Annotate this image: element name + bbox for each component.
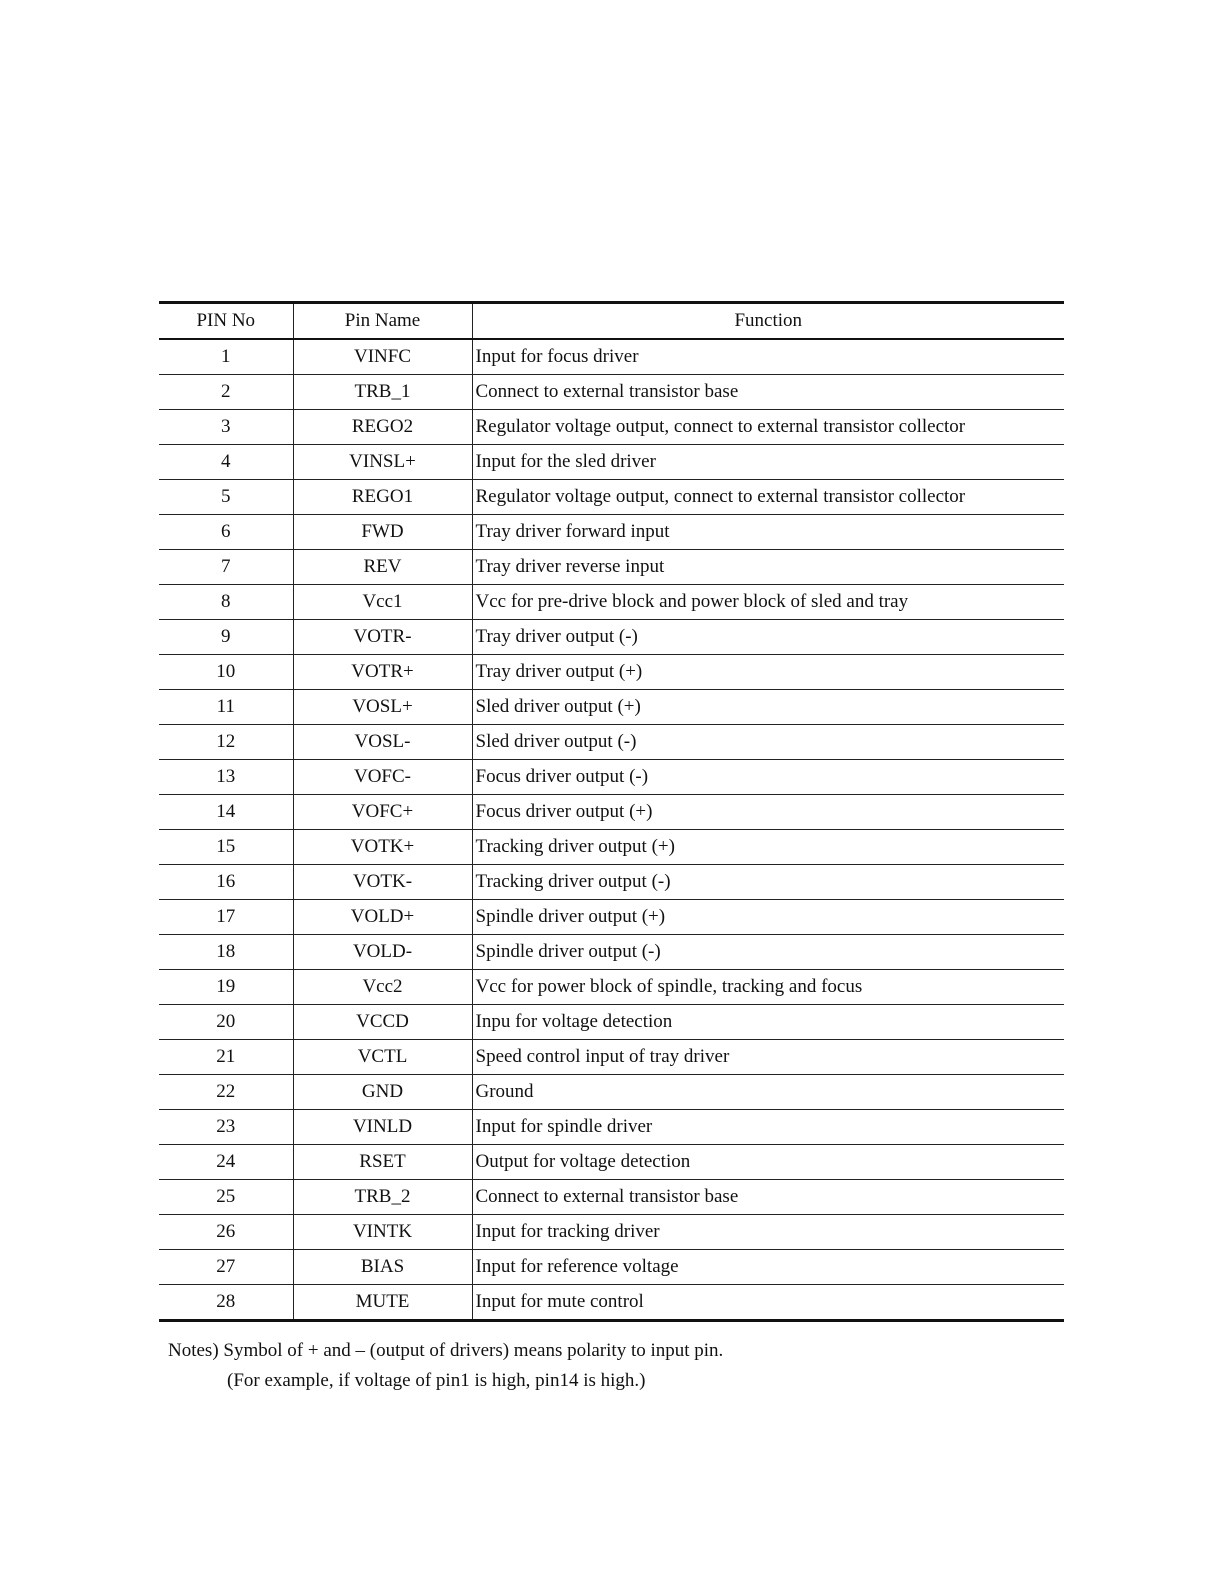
- pin-number-cell: 19: [159, 970, 293, 1005]
- table-row: [159, 830, 1064, 865]
- pin-number-cell: 9: [159, 620, 293, 655]
- pin-number-cell: 6: [159, 515, 293, 550]
- pin-number-cell: 10: [159, 655, 293, 690]
- pin-function-cell: Vcc for power block of spindle, tracking and focus: [472, 970, 1064, 1005]
- pin-function-cell: Sled driver output (-): [472, 725, 1064, 760]
- pin-name-cell: VOLD-: [293, 935, 472, 970]
- pin-function-cell: Tray driver reverse input: [472, 550, 1064, 585]
- pin-name-cell: BIAS: [293, 1250, 472, 1285]
- pin-name-cell: VINSL+: [293, 445, 472, 480]
- pin-number-cell: 14: [159, 795, 293, 830]
- table-row: [159, 865, 1064, 900]
- pin-number-cell: 13: [159, 760, 293, 795]
- pin-function-cell: Input for focus driver: [472, 339, 1064, 375]
- pin-name-cell: VOTR-: [293, 620, 472, 655]
- pin-number-cell: 5: [159, 480, 293, 515]
- pin-function-cell: Tray driver output (-): [472, 620, 1064, 655]
- pin-function-cell: Spindle driver output (-): [472, 935, 1064, 970]
- pin-name-cell: Vcc2: [293, 970, 472, 1005]
- pin-name-cell: RSET: [293, 1145, 472, 1180]
- table-row: [159, 1250, 1064, 1285]
- pin-name-cell: TRB_2: [293, 1180, 472, 1215]
- pin-function-cell: Focus driver output (-): [472, 760, 1064, 795]
- pin-name-cell: VOTR+: [293, 655, 472, 690]
- notes-line-2: (For example, if voltage of pin1 is high, pin14 is high.): [227, 1370, 646, 1391]
- pin-name-cell: REGO1: [293, 480, 472, 515]
- pin-name-cell: VCTL: [293, 1040, 472, 1075]
- notes-line-1: Notes) Symbol of + and – (output of drivers) means polarity to input pin.: [168, 1340, 724, 1361]
- pin-number-cell: 20: [159, 1005, 293, 1040]
- table-row: [159, 1075, 1064, 1110]
- table-row: [159, 480, 1064, 515]
- pin-function-cell: Input for reference voltage: [472, 1250, 1064, 1285]
- pin-function-cell: Input for spindle driver: [472, 1110, 1064, 1145]
- header-pin-name: Pin Name: [293, 303, 472, 340]
- pin-name-cell: MUTE: [293, 1285, 472, 1321]
- pin-number-cell: 28: [159, 1285, 293, 1321]
- pin-number-cell: 8: [159, 585, 293, 620]
- pin-name-cell: VCCD: [293, 1005, 472, 1040]
- table-row: [159, 585, 1064, 620]
- pin-function-cell: Regulator voltage output, connect to external transistor collector: [472, 480, 1064, 515]
- table-row: [159, 410, 1064, 445]
- pin-name-cell: REGO2: [293, 410, 472, 445]
- pin-function-cell: Inpu for voltage detection: [472, 1005, 1064, 1040]
- pin-number-cell: 24: [159, 1145, 293, 1180]
- pin-function-cell: Speed control input of tray driver: [472, 1040, 1064, 1075]
- pin-name-cell: VINFC: [293, 339, 472, 375]
- pin-function-cell: Tray driver output (+): [472, 655, 1064, 690]
- pin-function-cell: Tracking driver output (+): [472, 830, 1064, 865]
- pin-number-cell: 3: [159, 410, 293, 445]
- pin-number-cell: 11: [159, 690, 293, 725]
- pin-name-cell: FWD: [293, 515, 472, 550]
- pin-function-cell: Tray driver forward input: [472, 515, 1064, 550]
- pin-function-cell: Sled driver output (+): [472, 690, 1064, 725]
- pin-function-cell: Focus driver output (+): [472, 795, 1064, 830]
- table-row: [159, 935, 1064, 970]
- table-header-row: [159, 303, 1064, 340]
- table-row: [159, 550, 1064, 585]
- pin-number-cell: 18: [159, 935, 293, 970]
- pin-function-table: [159, 301, 1064, 1322]
- pin-name-cell: TRB_1: [293, 375, 472, 410]
- table-row: [159, 900, 1064, 935]
- pin-number-cell: 25: [159, 1180, 293, 1215]
- table-row: [159, 970, 1064, 1005]
- table-row: [159, 1145, 1064, 1180]
- pin-function-cell: Connect to external transistor base: [472, 375, 1064, 410]
- table-row: [159, 725, 1064, 760]
- pin-function-cell: Ground: [472, 1075, 1064, 1110]
- pin-number-cell: 4: [159, 445, 293, 480]
- table-row: [159, 1110, 1064, 1145]
- pin-name-cell: Vcc1: [293, 585, 472, 620]
- pin-number-cell: 17: [159, 900, 293, 935]
- table-row: [159, 445, 1064, 480]
- notes: [168, 1336, 723, 1396]
- table-row: [159, 1040, 1064, 1075]
- pin-number-cell: 22: [159, 1075, 293, 1110]
- table-row: [159, 1180, 1064, 1215]
- table-row: [159, 1285, 1064, 1321]
- pin-number-cell: 16: [159, 865, 293, 900]
- pin-name-cell: VOTK+: [293, 830, 472, 865]
- table-row: [159, 515, 1064, 550]
- pin-function-cell: Tracking driver output (-): [472, 865, 1064, 900]
- pin-name-cell: VINLD: [293, 1110, 472, 1145]
- pin-function-cell: Input for mute control: [472, 1285, 1064, 1321]
- pin-number-cell: 12: [159, 725, 293, 760]
- pin-number-cell: 7: [159, 550, 293, 585]
- pin-name-cell: VOTK-: [293, 865, 472, 900]
- pin-name-cell: VOLD+: [293, 900, 472, 935]
- table-row: [159, 620, 1064, 655]
- pin-number-cell: 1: [159, 339, 293, 375]
- pin-name-cell: VOSL-: [293, 725, 472, 760]
- pin-function-cell: Input for tracking driver: [472, 1215, 1064, 1250]
- table-row: [159, 375, 1064, 410]
- pin-name-cell: VOFC-: [293, 760, 472, 795]
- pin-number-cell: 2: [159, 375, 293, 410]
- pin-function-cell: Regulator voltage output, connect to external transistor collector: [472, 410, 1064, 445]
- pin-name-cell: VOSL+: [293, 690, 472, 725]
- pin-number-cell: 27: [159, 1250, 293, 1285]
- pin-function-cell: Spindle driver output (+): [472, 900, 1064, 935]
- pin-function-cell: Connect to external transistor base: [472, 1180, 1064, 1215]
- table-body: [159, 339, 1064, 1321]
- pin-function-cell: Input for the sled driver: [472, 445, 1064, 480]
- table-row: [159, 655, 1064, 690]
- table-row: [159, 690, 1064, 725]
- pin-name-cell: REV: [293, 550, 472, 585]
- header-function: Function: [472, 303, 1064, 340]
- pin-name-cell: VINTK: [293, 1215, 472, 1250]
- pin-number-cell: 21: [159, 1040, 293, 1075]
- table-row: [159, 795, 1064, 830]
- pin-name-cell: GND: [293, 1075, 472, 1110]
- pin-number-cell: 26: [159, 1215, 293, 1250]
- table-row: [159, 339, 1064, 375]
- table-row: [159, 760, 1064, 795]
- header-pin-no: PIN No: [159, 303, 293, 340]
- pin-name-cell: VOFC+: [293, 795, 472, 830]
- pin-function-cell: Vcc for pre-drive block and power block of sled and tray: [472, 585, 1064, 620]
- pin-number-cell: 23: [159, 1110, 293, 1145]
- pin-function-cell: Output for voltage detection: [472, 1145, 1064, 1180]
- table-row: [159, 1215, 1064, 1250]
- table-row: [159, 1005, 1064, 1040]
- pin-number-cell: 15: [159, 830, 293, 865]
